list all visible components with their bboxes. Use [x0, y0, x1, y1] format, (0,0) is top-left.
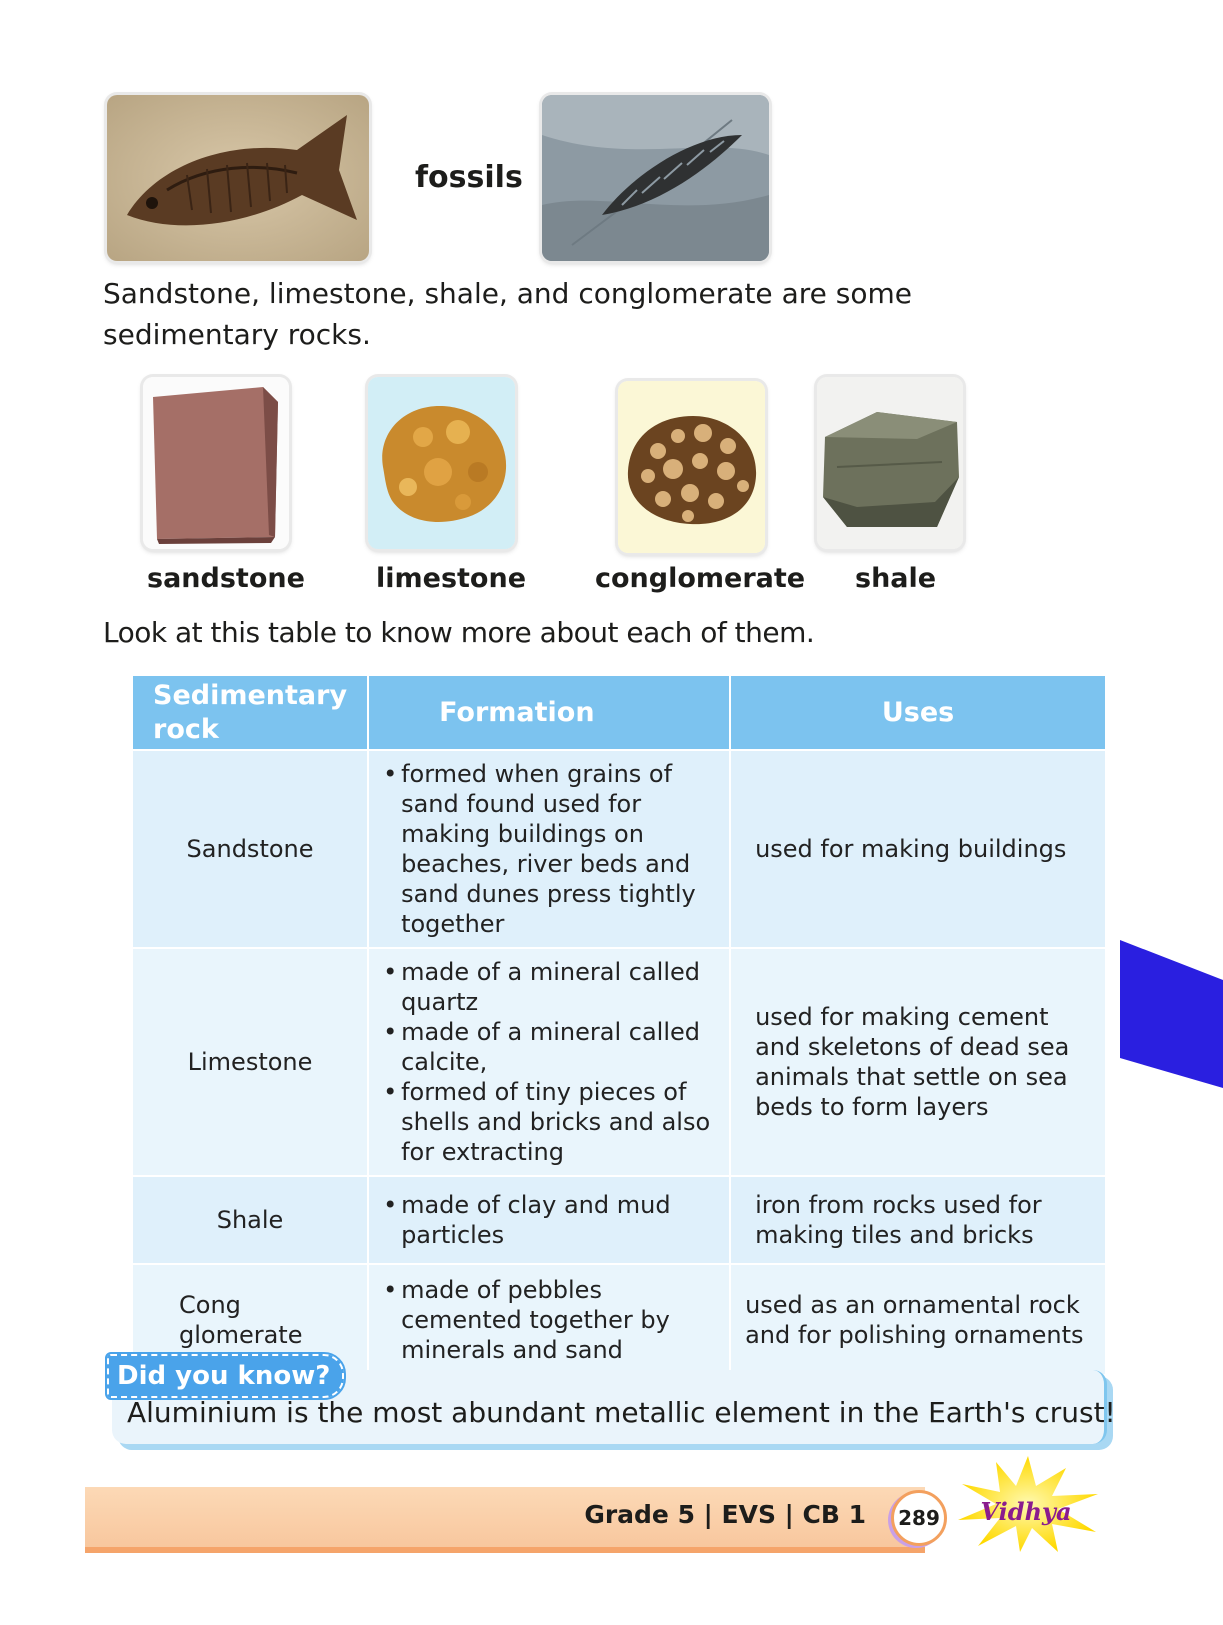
- logo-text: Vidhya: [980, 1497, 1072, 1526]
- did-you-know-text: Aluminium is the most abundant metallic element in the Earth's crust!: [127, 1396, 1116, 1429]
- uses-cell: used as an ornamental rock and for polishing ornaments: [730, 1264, 1106, 1374]
- formation-bullet: • made of a mineral called calcite,: [381, 1017, 721, 1077]
- fossils-caption: fossils: [415, 160, 523, 195]
- formation-bullet: • formed when grains of sand found used for making buildings on beaches, river beds and sand dunes press tightly together: [381, 759, 721, 939]
- conglomerate-caption: conglomerate: [595, 563, 806, 594]
- fish-fossil-image: [107, 95, 369, 261]
- limestone-caption: limestone: [376, 563, 527, 594]
- header-rock: Sedimentary rock: [133, 676, 368, 750]
- header-uses: Uses: [730, 676, 1106, 750]
- rock-name: Limestone: [133, 948, 368, 1176]
- sandstone-caption: sandstone: [147, 563, 305, 594]
- header-formation: Formation: [368, 676, 730, 750]
- limestone-image: [368, 377, 515, 549]
- rock-name: Cong glomerate: [133, 1264, 368, 1374]
- rock-name: Sandstone: [133, 750, 368, 948]
- formation-cell: [368, 750, 730, 948]
- formation-bullet: • made of pebbles cemented together by minerals and sand: [381, 1275, 721, 1365]
- table-intro: Look at this table to know more about each of them.: [103, 616, 815, 649]
- formation-bullet: • made of clay and mud particles: [381, 1190, 721, 1250]
- formation-bullet: • formed of tiny pieces of shells and bricks and also for extracting: [381, 1077, 721, 1167]
- vidhya-logo: [948, 1454, 1108, 1554]
- leaf-fossil-image: [542, 95, 769, 261]
- uses-cell: used for making buildings: [730, 750, 1106, 948]
- conglomerate-image: [618, 381, 765, 553]
- intro-paragraph: Sandstone, limestone, shale, and conglomerate are some sedimentary rocks.: [103, 277, 912, 351]
- sedimentary-rocks-table: [133, 676, 1107, 1374]
- formation-cell: [368, 948, 730, 1176]
- formation-cell: [368, 1264, 730, 1374]
- table-row: [133, 750, 1106, 948]
- table-row: [133, 948, 1106, 1176]
- chapter-side-tab: [1120, 940, 1223, 1088]
- table-row: [133, 1176, 1106, 1264]
- formation-bullet: • made of a mineral called quartz: [381, 957, 721, 1017]
- did-you-know-label: Did you know?: [107, 1354, 344, 1398]
- sandstone-image: [143, 377, 289, 549]
- uses-cell: used for making cement and skeletons of dead sea animals that settle on sea beds to form layers: [730, 948, 1106, 1176]
- shale-caption: shale: [855, 563, 937, 594]
- footer-grade-subject: Grade 5 | EVS | CB 1: [584, 1500, 866, 1529]
- uses-cell: iron from rocks used for making tiles and bricks: [730, 1176, 1106, 1264]
- formation-cell: [368, 1176, 730, 1264]
- page-number: 289: [891, 1490, 947, 1546]
- rock-name: Shale: [133, 1176, 368, 1264]
- table-header-row: [133, 676, 1106, 750]
- shale-image: [817, 377, 963, 549]
